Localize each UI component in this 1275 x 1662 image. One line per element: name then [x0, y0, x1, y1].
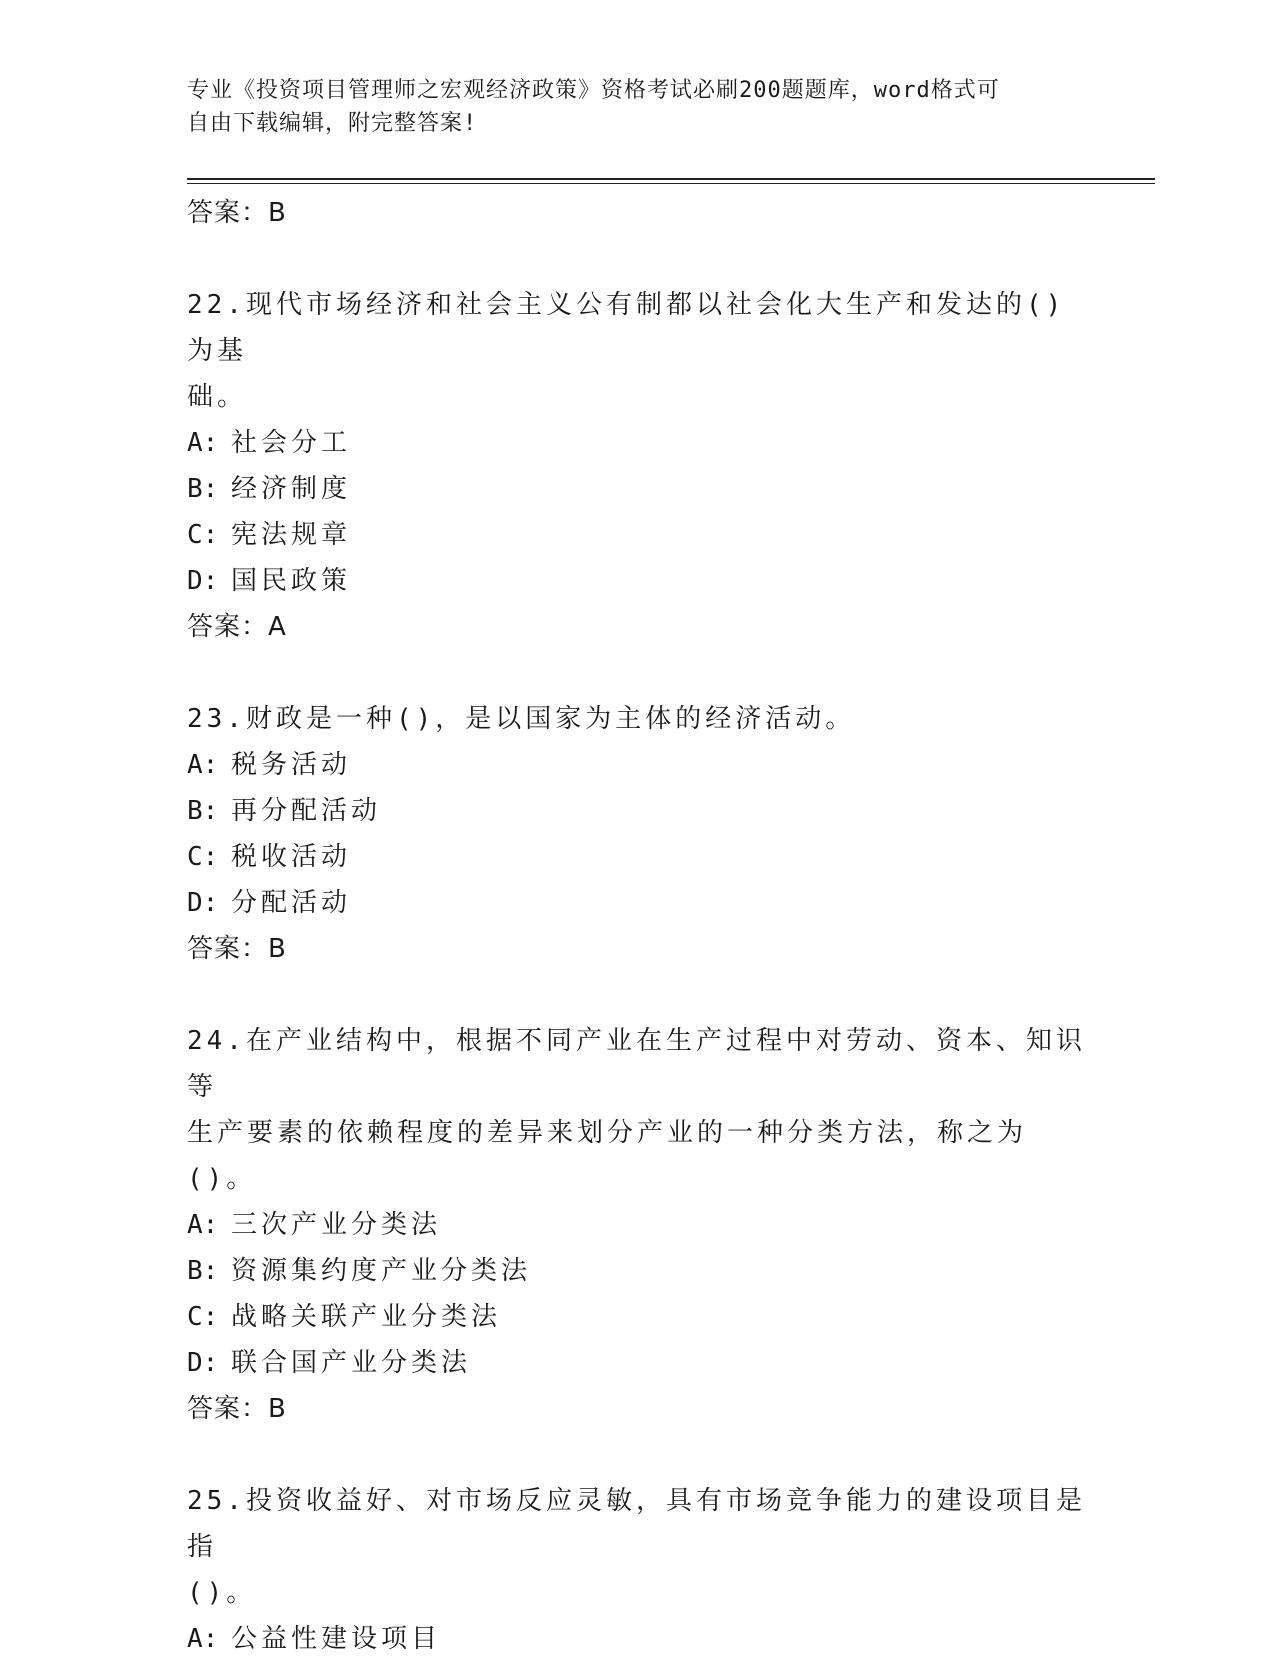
option-text: 宪法规章	[231, 520, 352, 550]
option-letter: A:	[187, 750, 219, 780]
header-rule-thick	[187, 178, 1155, 180]
option-letter: B:	[187, 474, 219, 504]
option-a	[187, 1616, 1087, 1662]
option-text: 经济制度	[231, 474, 352, 504]
option-a	[187, 742, 1087, 788]
question-25	[187, 1478, 1087, 1662]
option-b	[187, 466, 1087, 512]
option-b	[187, 788, 1087, 834]
question-stem-cont: 础。	[187, 382, 248, 412]
header-rule-thin	[187, 183, 1155, 184]
option-letter: C:	[187, 842, 219, 872]
question-22	[187, 282, 1087, 650]
option-text: 税收活动	[231, 842, 352, 872]
question-stem: 22.现代市场经济和社会主义公有制都以社会化大生产和发达的()为基	[187, 290, 1066, 366]
option-d	[187, 880, 1087, 926]
option-text: 资源集约度产业分类法	[231, 1256, 532, 1286]
option-letter: C:	[187, 520, 219, 550]
answer-label: 答案：B	[187, 934, 287, 964]
option-text: 战略关联产业分类法	[231, 1302, 502, 1332]
document-header	[187, 74, 1087, 140]
option-c	[187, 834, 1087, 880]
option-letter: A:	[187, 1624, 219, 1654]
option-text: 三次产业分类法	[231, 1210, 442, 1240]
question-24	[187, 1018, 1087, 1432]
option-letter: A:	[187, 1210, 219, 1240]
option-text: 税务活动	[231, 750, 352, 780]
answer-label: 答案：B	[187, 198, 287, 228]
question-stem-cont: 生产要素的依赖程度的差异来划分产业的一种分类方法，称之为()。	[187, 1118, 1028, 1194]
question-stem-cont: ()。	[187, 1578, 257, 1608]
option-text: 国民政策	[231, 566, 352, 596]
question-23	[187, 696, 1087, 972]
option-text: 再分配活动	[231, 796, 382, 826]
option-a	[187, 420, 1087, 466]
option-letter: B:	[187, 1256, 219, 1286]
question-list	[187, 190, 1087, 1662]
option-text: 联合国产业分类法	[231, 1348, 472, 1378]
option-letter: D:	[187, 1348, 219, 1378]
option-d	[187, 1340, 1087, 1386]
option-text: 公益性建设项目	[231, 1624, 442, 1654]
question-stem: 24.在产业结构中，根据不同产业在生产过程中对劳动、资本、知识等	[187, 1026, 1086, 1102]
option-b	[187, 1248, 1087, 1294]
option-c	[187, 1294, 1087, 1340]
option-a	[187, 1202, 1087, 1248]
option-text: 社会分工	[231, 428, 352, 458]
option-c	[187, 512, 1087, 558]
question-stem: 25.投资收益好、对市场反应灵敏，具有市场竞争能力的建设项目是指	[187, 1486, 1086, 1562]
answer-label: 答案：B	[187, 1394, 287, 1424]
option-letter: A:	[187, 428, 219, 458]
header-line-1: 专业《投资项目管理师之宏观经济政策》资格考试必刷200题题库，word格式可	[187, 78, 1000, 103]
option-letter: D:	[187, 888, 219, 918]
answer-label: 答案：A	[187, 612, 287, 642]
option-d	[187, 558, 1087, 604]
option-text: 分配活动	[231, 888, 352, 918]
question-stem: 23.财政是一种()，是以国家为主体的经济活动。	[187, 704, 856, 734]
option-letter: D:	[187, 566, 219, 596]
option-letter: B:	[187, 796, 219, 826]
header-line-2: 自由下载编辑，附完整答案!	[187, 111, 478, 136]
option-letter: C:	[187, 1302, 219, 1332]
